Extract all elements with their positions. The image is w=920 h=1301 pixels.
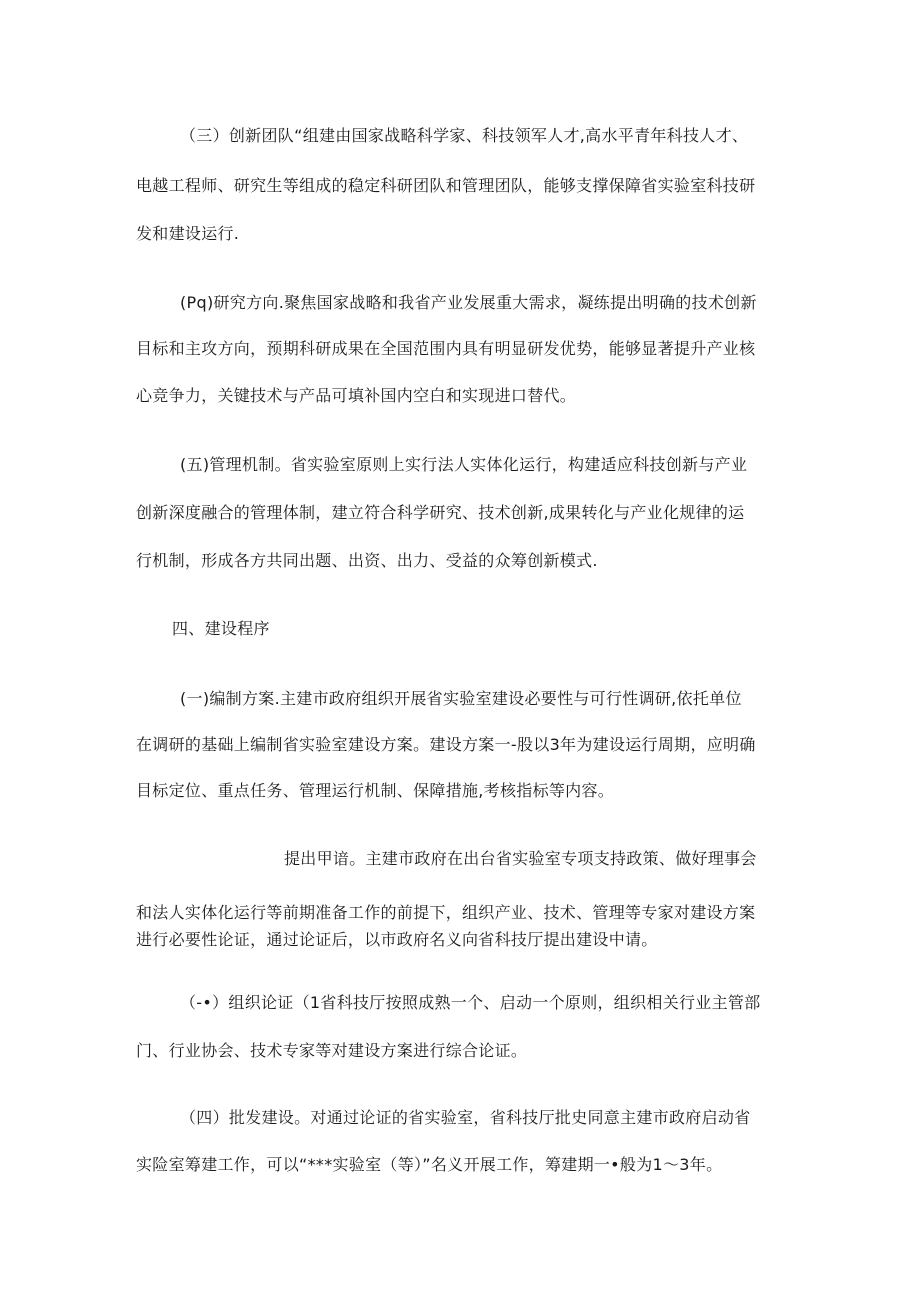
paragraph-line: 进行必要性论证，通过论证后，以市政府名义向省科技厅提出建设中请。 xyxy=(136,930,658,949)
paragraph-line: 和法人实体化运行等前期准备工作的前提下，组织产业、技术、管理等专家对建设方案 xyxy=(136,903,756,922)
paragraph-line: 心竞争力，关键技术与产品可填补国内空白和实现进口替代。 xyxy=(136,386,577,405)
paragraph-line: 创新深度融合的管理体制，建立符合科学研究、技术创新,成果转化与产业化规律的运 xyxy=(136,503,745,522)
paragraph-line: （三）创新团队“组建由国家战略科学家、科技领军人才,高水平青年科技人才、 xyxy=(180,126,749,145)
heading-text: 四、建设程序 xyxy=(172,619,270,638)
paragraph-line: (Pq)研究方向.聚焦国家战略和我省产业发展重大需求，凝练提出明确的技术创新 xyxy=(180,293,757,312)
paragraph-line: 目标和主攻方向，预期科研成果在全国范围内具有明显研发优势，能够显著提升产业核 xyxy=(136,339,756,358)
paragraph-line: 行机制，形成各方共同出题、出资、出力、受益的众筹创新模式. xyxy=(136,551,598,570)
paragraph-line: 实险室筹建工作，可以“***实验室（等）”名义开展工作，筹建期一•般为1〜3年。 xyxy=(136,1155,723,1174)
paragraph-line: 在调研的基础上编制省实验室建设方案。建设方案一-股以3年为建设运行周期，应明确 xyxy=(136,735,756,754)
paragraph-line: （-•）组织论证（1省科技厅按照成熟一个、启动一个原则，组织相关行业主管部 xyxy=(180,993,761,1012)
paragraph-line: 电越工程师、研究生等组成的稳定科研团队和管理团队，能够支撑保障省实验室科技研 xyxy=(136,176,756,195)
paragraph-line: 发和建设运行. xyxy=(136,224,240,243)
paragraph-line: (五)管理机制。省实验室原则上实行法人实体化运行，构建适应科技创新与产业 xyxy=(180,455,748,474)
paragraph-line: 提出甲谙。主建市政府在出台省实验室专项支持政策、做好理事会 xyxy=(284,849,757,868)
paragraph-line: 门、行业协会、技术专家等对建设方案进行综合论证。 xyxy=(136,1041,528,1060)
paragraph-line: 目标定位、重点任务、管理运行机制、保障措施,考核指标等内容。 xyxy=(136,781,615,800)
paragraph-line: （四）批发建设。对通过论证的省实验室，省科技厅批史同意主建市政府启动省 xyxy=(180,1108,751,1127)
paragraph-line: (一)编制方案.主建市政府组织开展省实验室建设必要性与可行性调研,依托单位 xyxy=(180,689,742,708)
